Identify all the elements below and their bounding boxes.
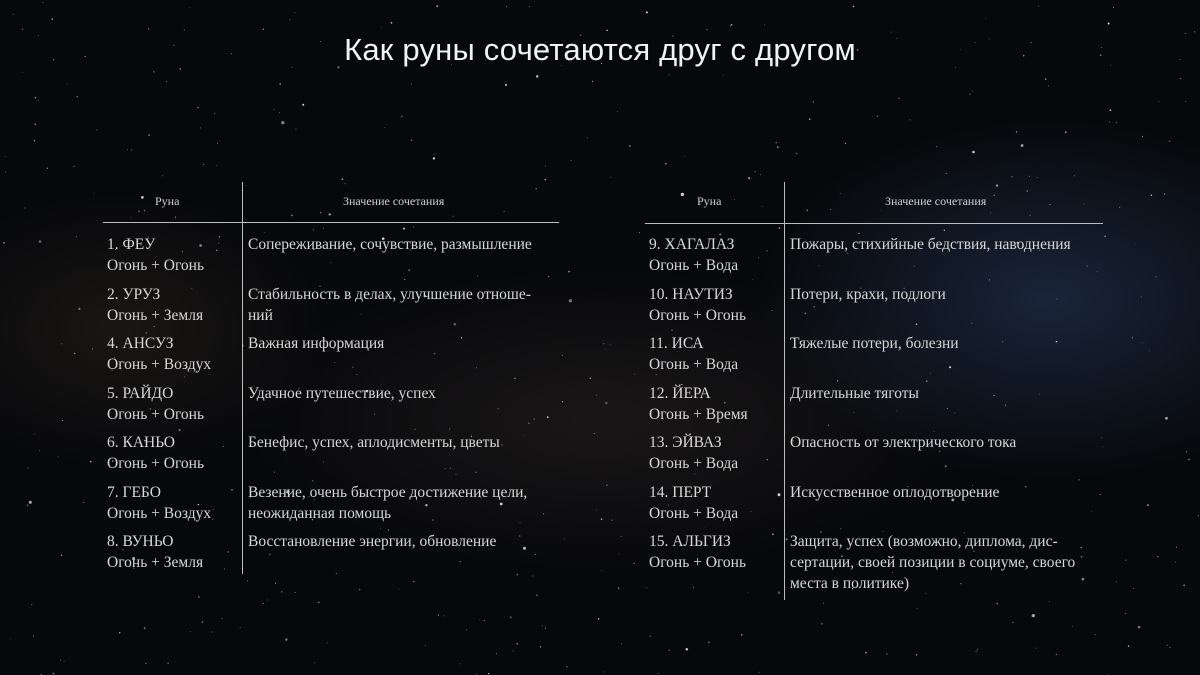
rune-name: 6. КАНЬО	[107, 434, 175, 451]
header-rune: Руна	[155, 194, 180, 208]
rune-name: 5. РАЙДО	[107, 384, 174, 402]
meaning-cell	[243, 482, 559, 524]
rune-elements: Огонь + Огонь	[649, 554, 747, 571]
table-row	[645, 284, 1103, 326]
rune-elements: Огонь + Земля	[107, 306, 204, 324]
meaning-line: Стабильность в делах, улучшение отноше-	[248, 285, 531, 303]
rune-elements: Огонь + Вода	[649, 504, 739, 522]
rune-cell	[103, 284, 243, 326]
table-row	[645, 432, 1103, 474]
table-row	[103, 284, 559, 326]
meaning-line: Восстановление энергии, обновление	[248, 533, 497, 550]
meaning-line: Опасность от электрического тока	[790, 434, 1017, 451]
rune-name: 2. УРУЗ	[107, 285, 161, 303]
rune-cell	[645, 333, 785, 375]
table-row	[103, 432, 559, 474]
rune-cell	[645, 383, 785, 425]
rune-name: 13. ЭЙВАЗ	[649, 434, 722, 451]
header-rune: Руна	[697, 194, 722, 208]
meaning-cell	[785, 284, 1103, 326]
page-title: Как руны сочетаются друг с другом	[344, 32, 856, 67]
meaning-line: Защита, успех (возможно, диплома, дис-	[790, 533, 1058, 550]
header-meaning: Значение сочетания	[343, 194, 445, 208]
rune-elements: Огонь + Огонь	[107, 405, 205, 423]
table-row	[103, 383, 559, 425]
table-row	[645, 482, 1103, 524]
meaning-line: Тяжелые потери, болезни	[790, 335, 959, 352]
meaning-line: Длительные тяготы	[790, 384, 919, 402]
header-meaning: Значение сочетания	[885, 194, 987, 208]
table-row	[103, 531, 559, 573]
meaning-line: сертации, своей позиции в социуме, своего	[790, 554, 1076, 571]
meaning-line: Везение, очень быстрое достижение цели,	[248, 483, 528, 501]
meaning-line: Удачное путешествие, успех	[248, 384, 436, 402]
meaning-cell	[785, 531, 1103, 594]
rune-cell	[103, 383, 243, 425]
rune-name: 12. ЙЕРА	[649, 384, 711, 402]
rune-cell	[645, 531, 785, 594]
table-row	[645, 531, 1103, 594]
meaning-line: неожиданная помощь	[248, 504, 392, 522]
meaning-cell	[243, 284, 559, 326]
header-divider	[645, 223, 1103, 224]
meaning-cell	[785, 383, 1103, 425]
table-rows	[103, 234, 559, 581]
meaning-cell	[243, 531, 559, 573]
meaning-line: ний	[248, 306, 273, 324]
rune-name: 15. АЛЬГИЗ	[649, 533, 731, 550]
table-rows	[645, 234, 1103, 602]
meaning-cell	[243, 333, 559, 375]
rune-elements: Огонь + Огонь	[107, 455, 205, 472]
rune-cell	[645, 482, 785, 524]
rune-cell	[103, 531, 243, 573]
rune-elements: Огонь + Земля	[107, 554, 204, 571]
table-row	[103, 234, 559, 276]
rune-elements: Огонь + Вода	[649, 455, 739, 472]
meaning-line: Бенефис, успех, аплодисменты, цветы	[248, 434, 500, 451]
rune-name: 11. ИСА	[649, 335, 704, 352]
rune-cell	[645, 284, 785, 326]
meaning-cell	[785, 482, 1103, 524]
rune-cell	[103, 333, 243, 375]
rune-name: 7. ГЕБО	[107, 483, 161, 501]
table-row	[645, 333, 1103, 375]
meaning-line: Потери, крахи, подлоги	[790, 285, 946, 303]
rune-elements: Огонь + Воздух	[107, 356, 212, 373]
meaning-line: Пожары, стихийные бедствия, наводнения	[790, 236, 1071, 253]
meaning-cell	[243, 432, 559, 474]
rune-elements: Огонь + Воздух	[107, 504, 212, 522]
table-row	[645, 234, 1103, 276]
rune-elements: Огонь + Вода	[649, 356, 739, 373]
rune-name: 8. ВУНЬО	[107, 533, 174, 550]
meaning-line: Сопереживание, сочувствие, размышление	[248, 236, 532, 253]
meaning-cell	[243, 383, 559, 425]
table-row	[645, 383, 1103, 425]
rune-elements: Огонь + Огонь	[107, 257, 205, 274]
rune-name: 9. ХАГАЛАЗ	[649, 236, 735, 253]
header-divider	[103, 222, 559, 223]
meaning-cell	[785, 333, 1103, 375]
rune-name: 4. АНСУЗ	[107, 335, 174, 352]
meaning-line: места в политике)	[790, 575, 909, 592]
rune-cell	[645, 234, 785, 276]
rune-table-left	[103, 182, 559, 574]
meaning-cell	[785, 432, 1103, 474]
rune-elements: Огонь + Время	[649, 405, 748, 423]
rune-table-right	[645, 182, 1103, 600]
rune-name: 14. ПЕРТ	[649, 483, 712, 501]
rune-name: 1. ФЕУ	[107, 236, 156, 253]
rune-cell	[645, 432, 785, 474]
meaning-line: Искусственное оплодотворение	[790, 483, 1000, 501]
table-row	[103, 482, 559, 524]
table-row	[103, 333, 559, 375]
rune-cell	[103, 432, 243, 474]
rune-elements: Огонь + Огонь	[649, 306, 747, 324]
meaning-cell	[243, 234, 559, 276]
rune-name: 10. НАУТИЗ	[649, 285, 733, 303]
rune-elements: Огонь + Вода	[649, 257, 739, 274]
meaning-cell	[785, 234, 1103, 276]
rune-cell	[103, 234, 243, 276]
meaning-line: Важная информация	[248, 335, 385, 352]
rune-cell	[103, 482, 243, 524]
